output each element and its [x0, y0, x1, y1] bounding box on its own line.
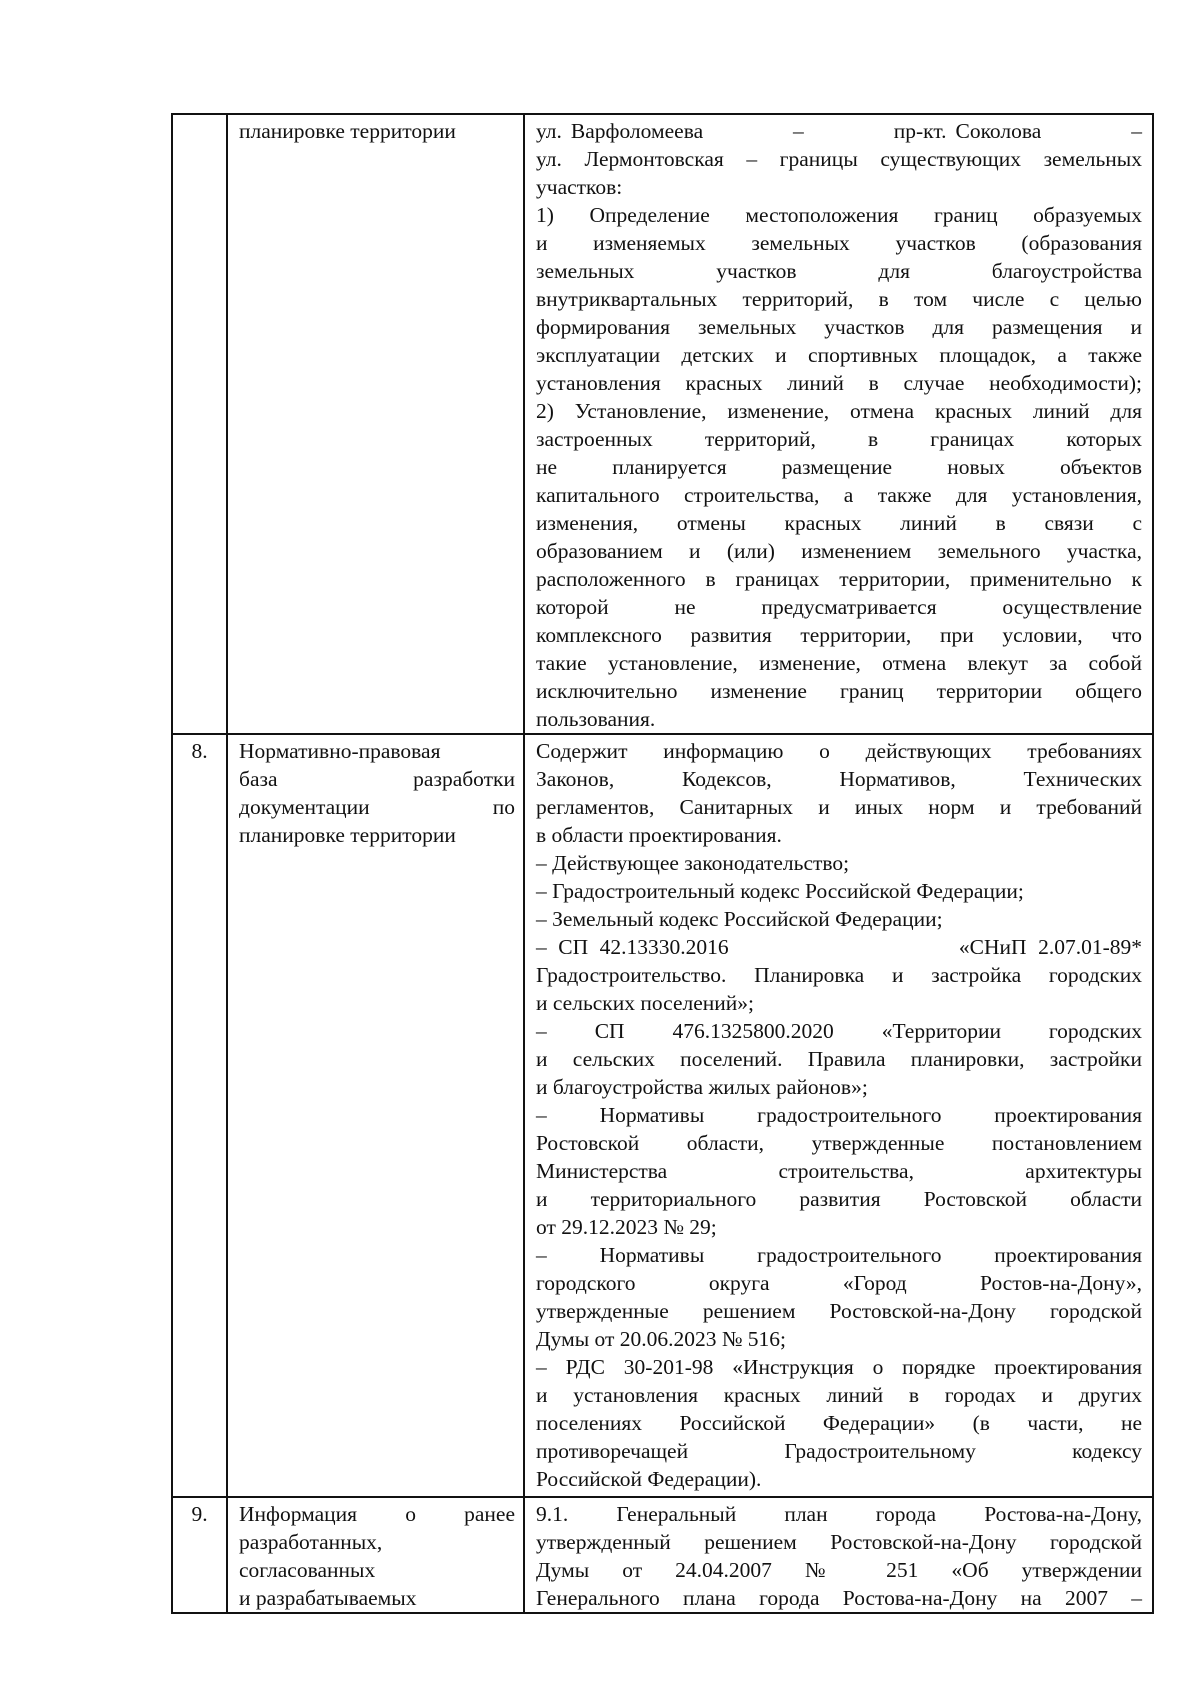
document-table: [171, 113, 1154, 1614]
content-line: в области проектирования.: [536, 823, 782, 847]
content-line: эксплуатации детских и спортивных площадок, а также: [536, 343, 1142, 367]
content-line: – Нормативы градостроительного проектирования: [536, 1103, 1142, 1127]
content-line: Думы от 24.04.2007 № 251 «Об утверждении: [536, 1558, 1142, 1582]
content-line: участков:: [536, 175, 623, 199]
content-line: Генерального плана города Ростова-на-Дону на 2007 –: [536, 1586, 1142, 1610]
content-line: и сельских поселений. Правила планировки, застройки: [536, 1047, 1142, 1071]
content-line: не планируется размещение новых объектов: [536, 455, 1142, 479]
content-line: капитального строительства, а также для установления,: [536, 483, 1142, 507]
label-line: Нормативно-правовая: [239, 739, 441, 763]
content-line: ул. Варфоломеева – пр-кт. Соколова –: [536, 119, 1142, 143]
row-number-cell: 8.: [172, 734, 227, 1497]
content-line: ул. Лермонтовская – границы существующих земельных: [536, 147, 1142, 171]
label-line: и разрабатываемых: [239, 1586, 417, 1610]
content-line: 1) Определение местоположения границ образуемых: [536, 203, 1142, 227]
content-line: поселениях Российской Федерации» (в части, не: [536, 1411, 1142, 1435]
label-line: согласованных: [239, 1558, 376, 1582]
row-label-cell: [227, 1497, 524, 1613]
table-row-8: [172, 734, 1153, 1497]
content-line: – СП 476.1325800.2020 «Территории городских: [536, 1019, 1142, 1043]
content-line: и установления красных линий в городах и других: [536, 1383, 1142, 1407]
content-line: застроенных территорий, в границах которых: [536, 427, 1142, 451]
content-line: утвержденный решением Ростовской-на-Дону городской: [536, 1530, 1142, 1554]
content-line: Думы от 20.06.2023 № 516;: [536, 1327, 787, 1351]
content-line: расположенного в границах территории, применительно к: [536, 567, 1142, 591]
content-line: которой не предусматривается осуществление: [536, 595, 1142, 619]
content-line: – Нормативы градостроительного проектирования: [536, 1243, 1142, 1267]
content-line: регламентов, Санитарных и иных норм и требований: [536, 795, 1142, 819]
label-line: планировке территории: [239, 119, 456, 143]
label-line: документации по: [239, 795, 515, 819]
row-content-cell: [524, 114, 1153, 734]
content-line: – СП 42.13330.2016 «СНиП 2.07.01-89*: [536, 935, 1142, 959]
row-content-cell: [524, 1497, 1153, 1613]
row-label-cell: [227, 114, 524, 734]
content-line: противоречащей Градостроительному кодексу: [536, 1439, 1142, 1463]
content-line: исключительно изменение границ территории общего: [536, 679, 1142, 703]
content-line: городского округа «Город Ростов-на-Дону»,: [536, 1271, 1142, 1295]
content-line: формирования земельных участков для размещения и: [536, 315, 1142, 339]
row-number-cell: [172, 114, 227, 734]
content-line: комплексного развития территории, при условии, что: [536, 623, 1142, 647]
content-line: пользования.: [536, 707, 656, 731]
content-line: и изменяемых земельных участков (образования: [536, 231, 1142, 255]
content-line: – Земельный кодекс Российской Федерации;: [536, 907, 943, 931]
content-line: 9.1. Генеральный план города Ростова-на-Дону,: [536, 1502, 1142, 1526]
content-line: Законов, Кодексов, Нормативов, Технических: [536, 767, 1142, 791]
content-line: Министерства строительства, архитектуры: [536, 1159, 1142, 1183]
content-line: такие установление, изменение, отмена влекут за собой: [536, 651, 1142, 675]
content-line: – Градостроительный кодекс Российской Федерации;: [536, 879, 1024, 903]
table-row-9: [172, 1497, 1153, 1613]
content-line: внутриквартальных территорий, в том числе с целью: [536, 287, 1142, 311]
content-line: – Действующее законодательство;: [536, 851, 850, 875]
label-line: планировке территории: [239, 823, 456, 847]
content-line: изменения, отмены красных линий в связи с: [536, 511, 1142, 535]
content-line: Содержит информацию о действующих требованиях: [536, 739, 1142, 763]
content-line: образованием и (или) изменением земельного участка,: [536, 539, 1142, 563]
content-line: и сельских поселений»;: [536, 991, 755, 1015]
row-content-cell: [524, 734, 1153, 1497]
label-line: Информация о ранее: [239, 1502, 515, 1526]
content-line: утвержденные решением Ростовской-на-Дону городской: [536, 1299, 1142, 1323]
content-line: и территориального развития Ростовской области: [536, 1187, 1142, 1211]
label-line: разработанных,: [239, 1530, 383, 1554]
table-row-continued: [172, 114, 1153, 734]
row-number-cell: 9.: [172, 1497, 227, 1613]
content-line: Ростовской области, утвержденные постановлением: [536, 1131, 1142, 1155]
row-label-cell: [227, 734, 524, 1497]
content-line: – РДС 30-201-98 «Инструкция о порядке проектирования: [536, 1355, 1142, 1379]
content-line: установления красных линий в случае необходимости);: [536, 371, 1142, 395]
content-line: Градостроительство. Планировка и застройка городских: [536, 963, 1142, 987]
content-line: от 29.12.2023 № 29;: [536, 1215, 717, 1239]
content-line: и благоустройства жилых районов»;: [536, 1075, 868, 1099]
content-line: 2) Установление, изменение, отмена красных линий для: [536, 399, 1142, 423]
content-line: Российской Федерации).: [536, 1467, 762, 1491]
label-line: база разработки: [239, 767, 515, 791]
content-line: земельных участков для благоустройства: [536, 259, 1142, 283]
